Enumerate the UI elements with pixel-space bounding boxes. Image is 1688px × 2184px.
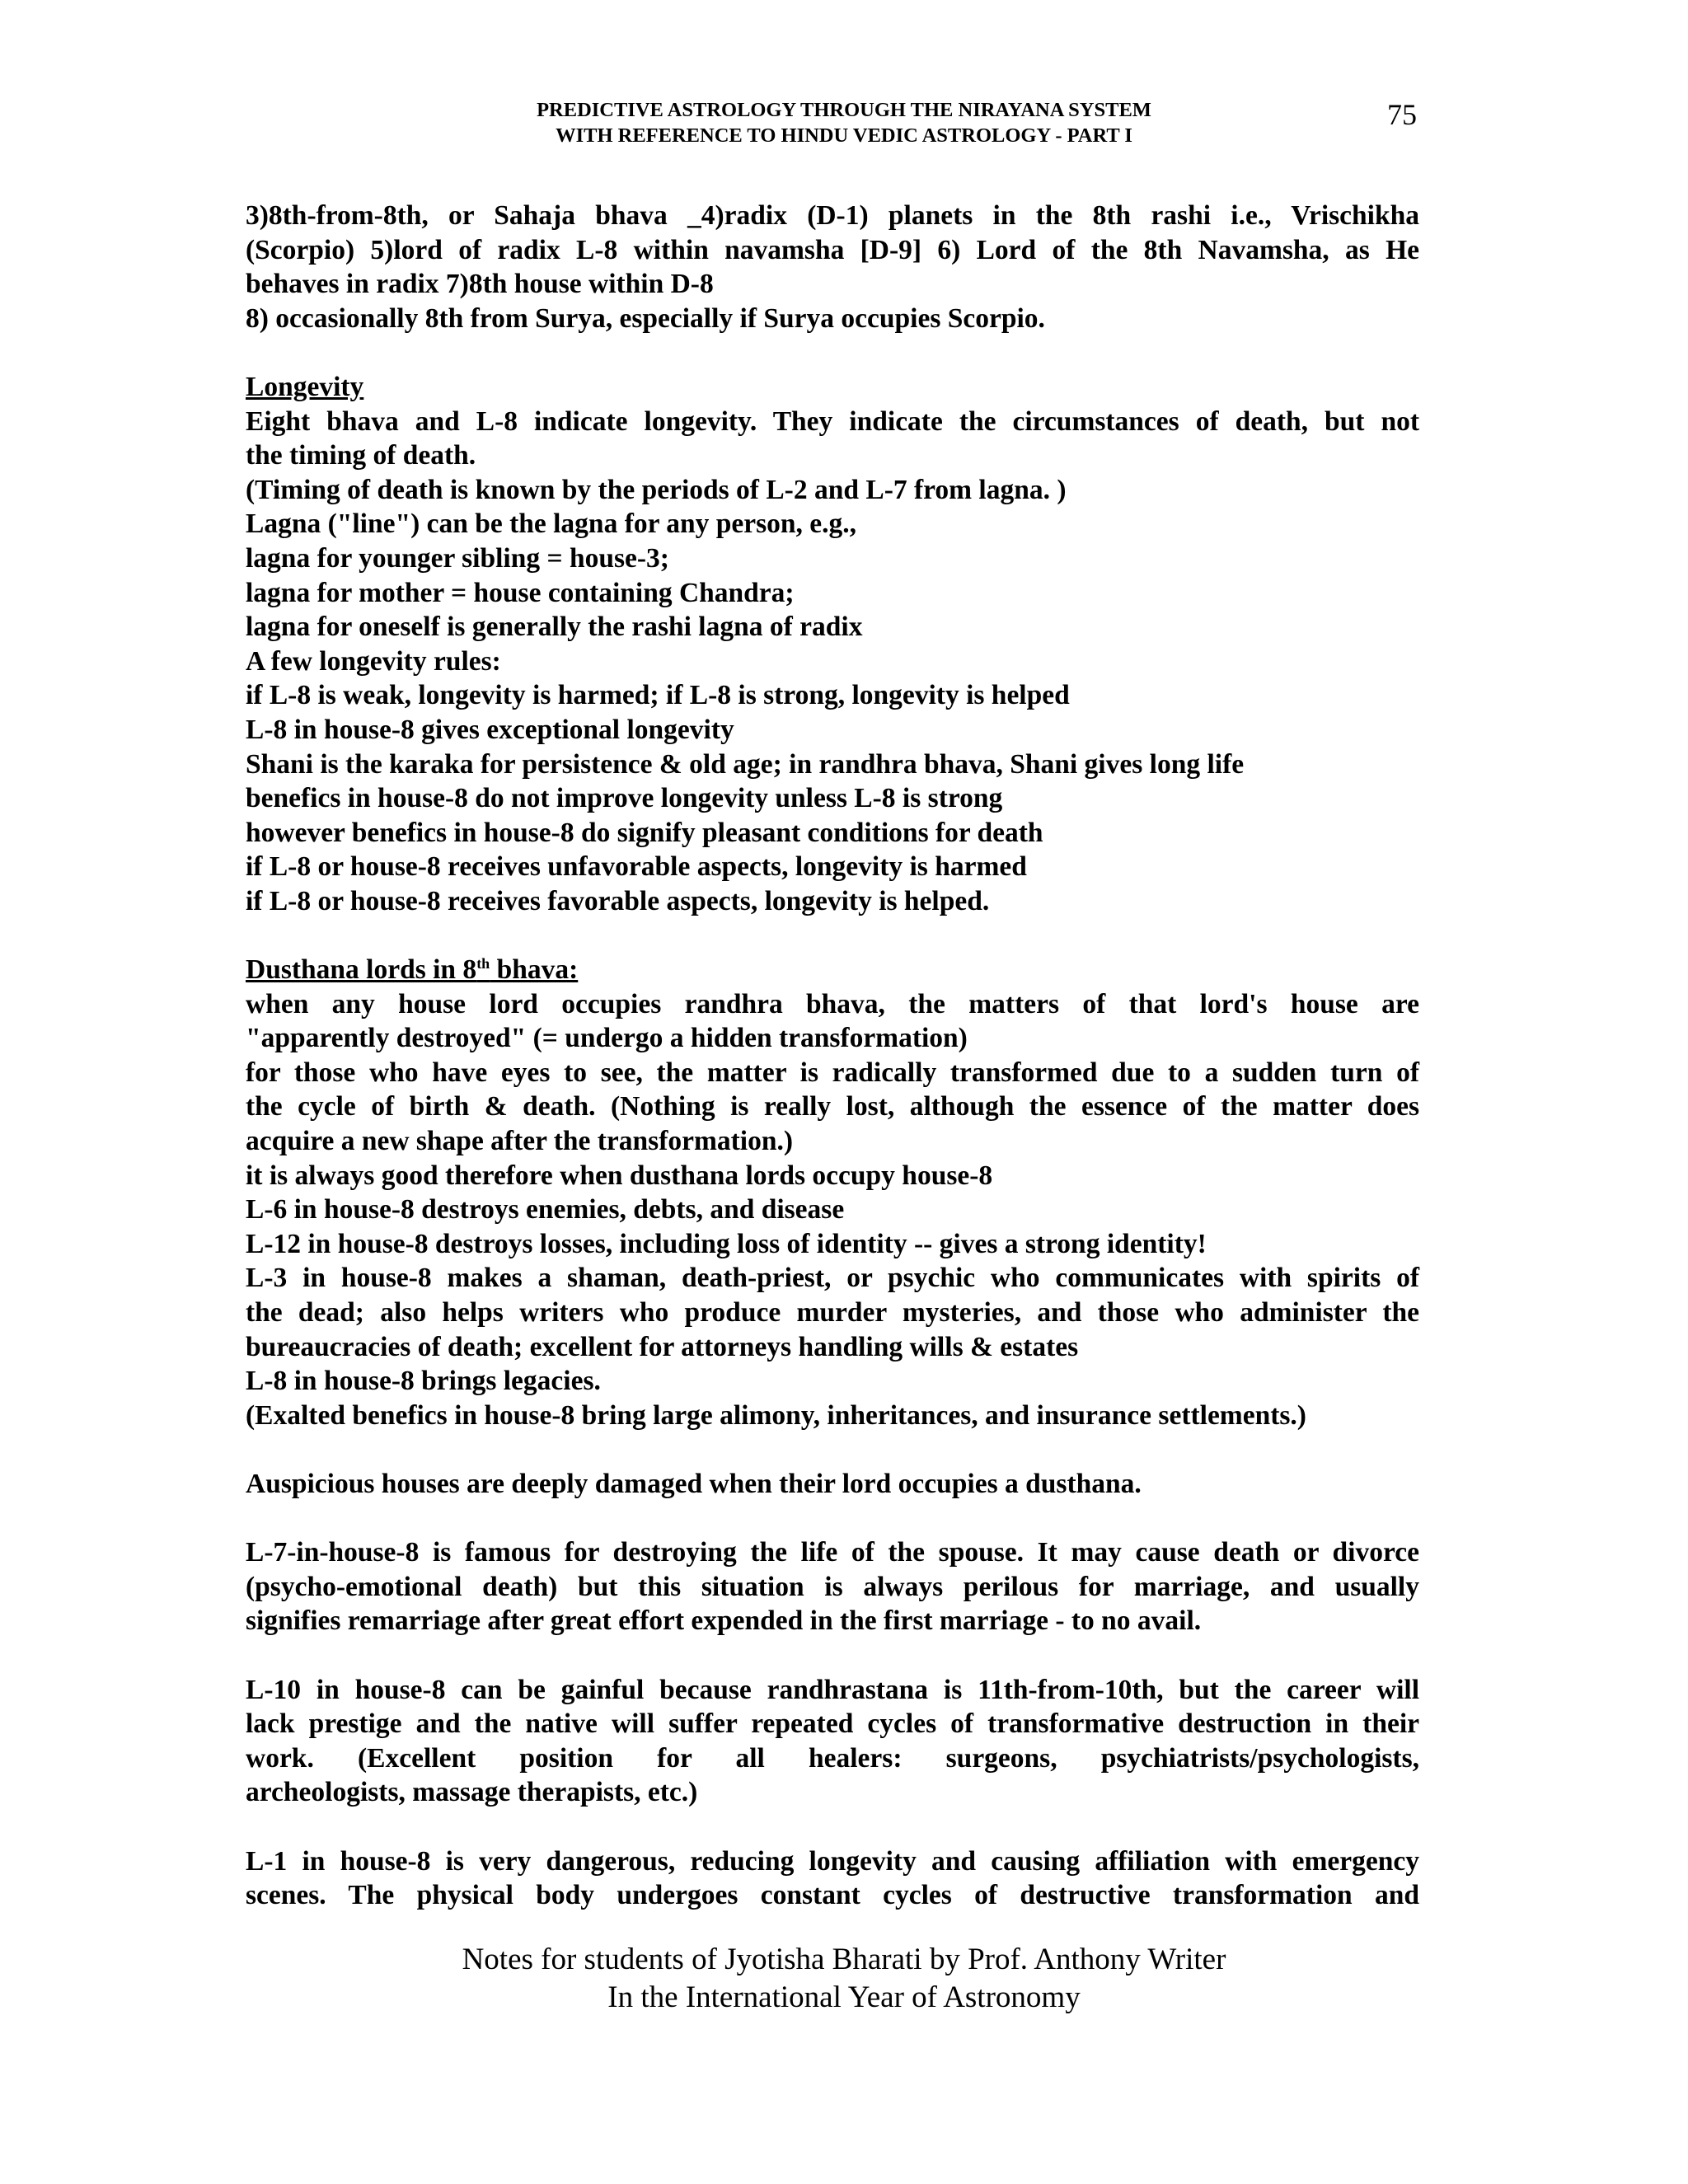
body-line: 3)8th-from-8th, or Sahaja bhava _4)radix (D-1) planets in the 8th rashi i.e., Vrischikha [246,200,1419,231]
body-line: (Exalted benefics in house-8 bring large alimony, inheritances, and insurance settlements.) [246,1399,1306,1431]
body-line: work. (Excellent position for all healers: surgeons, psychiatrists/psychologists, [246,1742,1419,1774]
body-line: archeologists, massage therapists, etc.) [246,1777,698,1808]
body-line: (psycho-emotional death) but this situation is always perilous for marriage, and usually [246,1571,1419,1602]
header-title-line-1: PREDICTIVE ASTROLOGY THROUGH THE NIRAYANA SYSTEM [537,99,1151,121]
body-line: (Timing of death is known by the periods of L-2 and L-7 from lagna. ) [246,474,1067,505]
body-line: L-8 in house-8 brings legacies. [246,1366,601,1397]
header-title-line-2: WITH REFERENCE TO HINDU VEDIC ASTROLOGY - PART I [556,124,1132,147]
body-line: lagna for younger sibling = house-3; [246,542,669,574]
page-footer [0,1941,1688,2017]
body-line: L-12 in house-8 destroys losses, including loss of identity -- gives a strong identity! [246,1228,1207,1259]
page-header [0,97,1688,148]
body-line: 8) occasionally 8th from Surya, especially if Surya occupies Scorpio. [246,302,1045,334]
body-line: L-10 in house-8 can be gainful because randhrastana is 11th-from-10th, but the career will [246,1674,1419,1705]
body-line: L-7-in-house-8 is famous for destroying the life of the spouse. It may cause death or divorce [246,1537,1419,1568]
body-line: acquire a new shape after the transformation.) [246,1126,794,1157]
section-heading-dusthana [246,953,1419,987]
section-heading-longevity: Longevity [246,371,364,402]
heading-text: Dusthana lords in 8 [246,954,477,986]
heading-superscript: th [476,954,490,972]
body-line: when any house lord occupies randhra bhava, the matters of that lord's house are [246,988,1419,1019]
body-line: Auspicious houses are deeply damaged when their lord occupies a dusthana. [246,1468,1142,1499]
body-line: scenes. The physical body undergoes constant cycles of destructive transformation and [246,1880,1419,1911]
footer-line-2: In the International Year of Astronomy [607,1980,1081,2014]
body-line: the cycle of birth & death. (Nothing is really lost, although the essence of the matter does [246,1091,1419,1122]
body-line: Shani is the karaka for persistence & old age; in randhra bhava, Shani gives long life [246,748,1245,780]
body-line: L-1 in house-8 is very dangerous, reducing longevity and causing affiliation with emergency [246,1845,1419,1877]
body-line: signifies remarriage after great effort expended in the first marriage - to no avail. [246,1605,1202,1637]
body-line: lack prestige and the native will suffer repeated cycles of transformative destruction in their [246,1708,1419,1740]
body-line: lagna for oneself is generally the rashi lagna of radix [246,612,863,643]
body-line: A few longevity rules: [246,645,501,677]
body-line: behaves in radix 7)8th house within D-8 [246,269,714,300]
body-line: the dead; also helps writers who produce murder mysteries, and those who administer the [246,1297,1419,1328]
page-number: 75 [1387,98,1417,131]
body-line: benefics in house-8 do not improve longevity unless L-8 is strong [246,783,1003,814]
body-line: bureaucracies of death; excellent for attorneys handling wills & estates [246,1331,1079,1362]
body-line: it is always good therefore when dusthana lords occupy house-8 [246,1160,993,1191]
body-line: lagna for mother = house containing Chandra; [246,577,795,608]
body-line: if L-8 is weak, longevity is harmed; if L-8 is strong, longevity is helped [246,680,1070,711]
body-line: "apparently destroyed" (= undergo a hidden transformation) [246,1023,968,1054]
page-body [246,199,1419,1913]
body-line: the timing of death. [246,440,476,471]
body-line: L-6 in house-8 destroys enemies, debts, and disease [246,1194,845,1226]
body-line: if L-8 or house-8 receives favorable aspects, longevity is helped. [246,885,990,916]
body-line: however benefics in house-8 do signify pleasant conditions for death [246,817,1043,848]
body-line: for those who have eyes to see, the matter is radically transformed due to a sudden turn of [246,1057,1419,1088]
heading-text-end: bhava: [490,954,579,986]
body-line: L-3 in house-8 makes a shaman, death-priest, or psychic who communicates with spirits of [246,1263,1419,1294]
footer-line-1: Notes for students of Jyotisha Bharati by Prof. Anthony Writer [462,1943,1226,1976]
body-line: Eight bhava and L-8 indicate longevity. They indicate the circumstances of death, but not [246,405,1419,437]
body-line: Lagna ("line") can be the lagna for any person, e.g., [246,509,857,540]
body-line: (Scorpio) 5)lord of radix L-8 within navamsha [D-9] 6) Lord of the 8th Navamsha, as He [246,234,1419,265]
body-line: if L-8 or house-8 receives unfavorable aspects, longevity is harmed [246,851,1027,883]
body-line: L-8 in house-8 gives exceptional longevity [246,714,734,745]
